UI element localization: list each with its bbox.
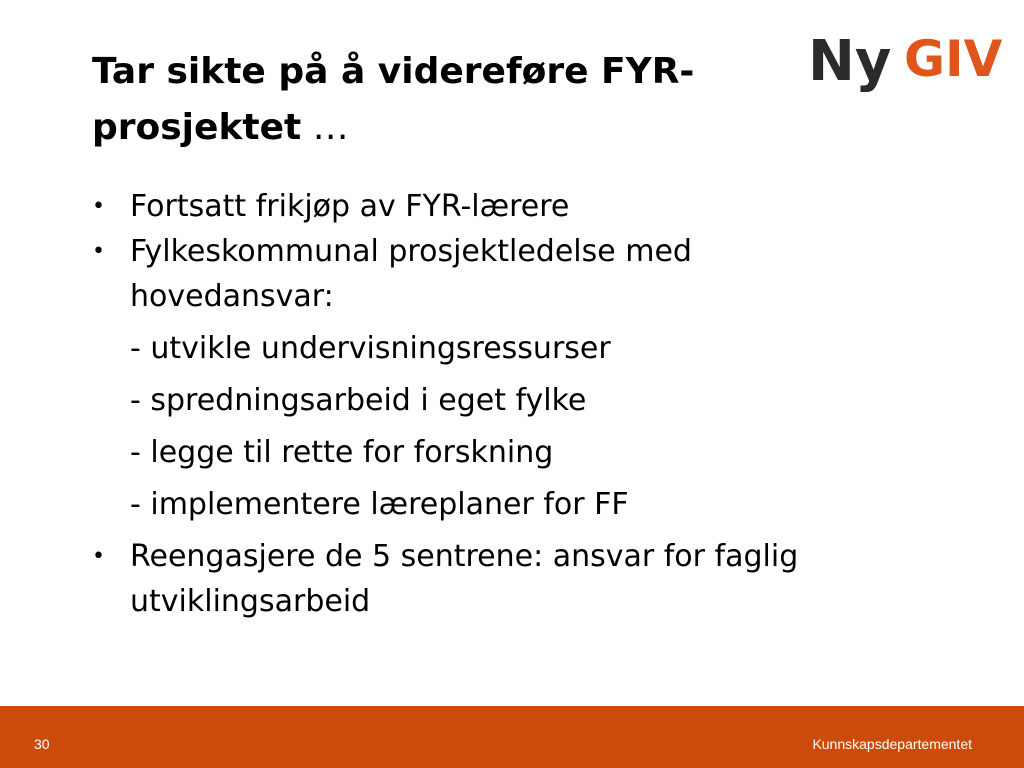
list-item: • Fylkeskommunal prosjektledelse med hovedansvar: [92, 229, 892, 319]
logo-ny: Ny [808, 29, 892, 94]
bullet-list [92, 184, 892, 624]
slide-title [92, 44, 852, 156]
footer-bar [0, 706, 1024, 768]
sub-list-item: - implementere læreplaner for FF [130, 487, 629, 522]
title-text: Tar sikte på å videreføre FYR-prosjektet [92, 51, 695, 148]
logo-giv: GIV [904, 30, 1003, 88]
sub-list-item: - utvikle undervisningsressurser [130, 331, 611, 366]
sub-list-item: - spredningsarbeid i eget fylke [130, 383, 587, 418]
list-item: • Fortsatt frikjøp av FYR-lærere [92, 184, 892, 229]
nygiv-logo [806, 22, 1006, 102]
title-ellipsis: … [301, 107, 349, 148]
list-item: • Reengasjere de 5 sentrene: ansvar for faglig utviklingsarbeid [92, 534, 892, 624]
organization-name: Kunnskapsdepartementet [812, 736, 972, 752]
page-number: 30 [34, 736, 50, 752]
sub-list-item: - legge til rette for forskning [130, 435, 554, 470]
